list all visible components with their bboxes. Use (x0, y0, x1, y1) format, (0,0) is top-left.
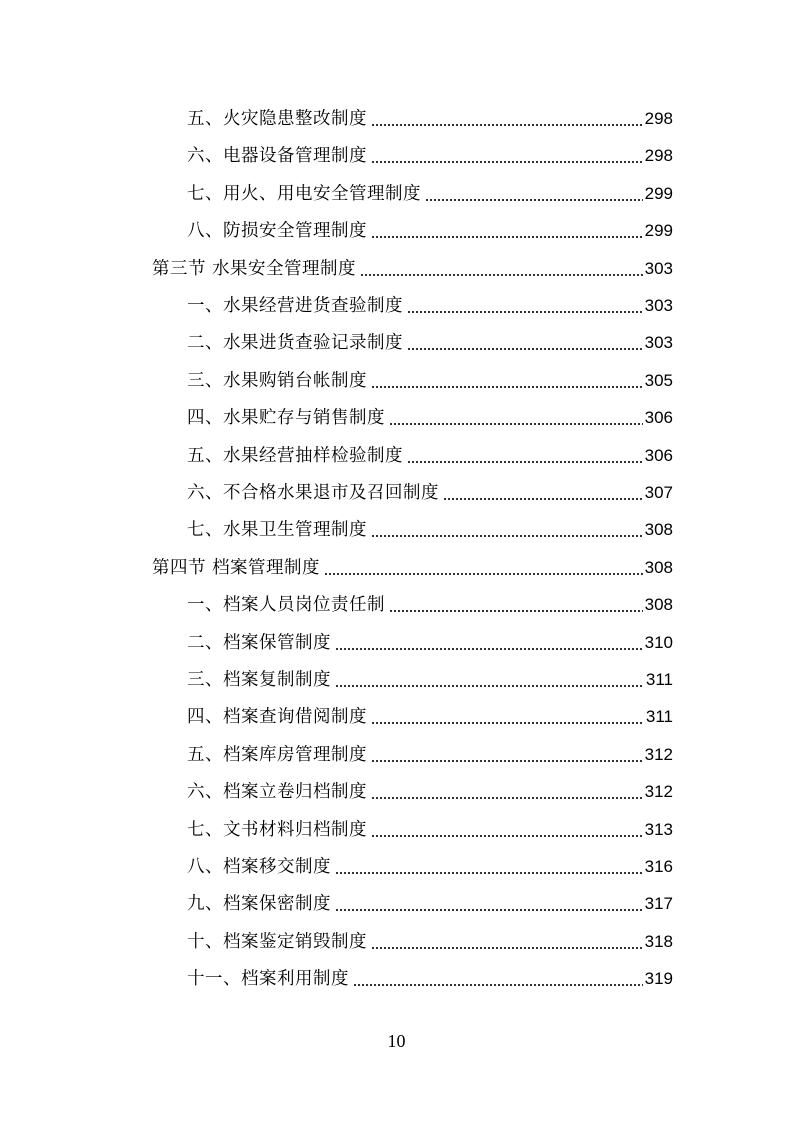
toc-entry[interactable] (187, 439, 673, 467)
toc-dot-leader (407, 348, 643, 350)
toc-entry-page: 303 (644, 258, 673, 278)
toc-entry-title: 四、档案查询借阅制度 (187, 707, 367, 728)
toc-entry-page: 298 (644, 109, 673, 128)
toc-entry-page: 312 (644, 782, 673, 802)
toc-dot-leader (335, 685, 644, 687)
toc-entry-title: 三、水果购销台帐制度 (187, 370, 367, 391)
toc-entry[interactable] (187, 139, 673, 167)
toc-entry-page: 311 (645, 707, 673, 727)
toc-entry[interactable] (187, 401, 673, 429)
toc-dot-leader (389, 423, 643, 425)
toc-entry[interactable] (187, 738, 673, 766)
toc-entry[interactable] (187, 513, 673, 541)
toc-entry[interactable] (187, 214, 673, 242)
toc-entry-page: 306 (644, 445, 673, 465)
toc-entry[interactable] (187, 588, 673, 616)
toc-dot-leader (389, 610, 643, 612)
toc-entry-page: 299 (644, 183, 673, 203)
toc-dot-leader (335, 648, 643, 650)
page-number: 10 (387, 1031, 406, 1051)
toc-dot-leader (425, 199, 643, 201)
toc-entry[interactable] (187, 850, 673, 878)
toc-entry-title: 三、档案复制制度 (187, 670, 331, 690)
toc-entry-page: 303 (644, 333, 673, 353)
toc-dot-leader (407, 461, 643, 463)
toc-dot-leader (324, 573, 643, 575)
toc-entry[interactable] (187, 813, 673, 841)
toc-dot-leader (371, 947, 643, 949)
toc-entry-page: 308 (644, 520, 673, 540)
toc-entry-page: 316 (644, 857, 673, 876)
toc-entry-page: 311 (645, 670, 673, 689)
toc-dot-leader (371, 161, 643, 163)
toc-dot-leader (407, 311, 643, 313)
toc-entry-title: 八、防损安全管理制度 (187, 221, 367, 242)
toc-entry[interactable] (187, 775, 673, 803)
toc-dot-leader (371, 124, 643, 126)
toc-entry-page: 308 (644, 595, 673, 615)
toc-entry-page: 298 (644, 146, 673, 166)
toc-entry-page: 313 (644, 819, 673, 839)
toc-dot-leader (335, 909, 643, 911)
toc-entry[interactable] (187, 326, 673, 354)
toc-entry-title: 二、水果进货查验记录制度 (187, 333, 403, 354)
toc-entry-title: 五、水果经营抽样检验制度 (187, 445, 403, 466)
toc-entry-page: 299 (644, 221, 673, 241)
toc-entry-page: 303 (644, 296, 673, 315)
toc-entry-page: 318 (644, 931, 673, 951)
toc-entry-title: 五、档案库房管理制度 (187, 744, 367, 765)
toc-entry[interactable] (187, 887, 673, 915)
toc-entry-page: 307 (644, 483, 673, 502)
toc-dot-leader (371, 722, 644, 724)
toc-dot-leader (371, 760, 643, 762)
toc-entry[interactable] (187, 925, 673, 953)
toc-dot-leader (371, 797, 643, 799)
toc-entry[interactable] (187, 177, 673, 205)
toc-dot-leader (371, 386, 643, 388)
toc-entry[interactable] (187, 962, 673, 990)
toc-entry-title: 十、档案鉴定销毁制度 (187, 931, 367, 952)
toc-entry-title: 十一、档案利用制度 (187, 969, 349, 990)
toc-entry-title: 七、用火、用电安全管理制度 (187, 183, 421, 204)
toc-entry-page: 312 (644, 744, 673, 764)
toc-entry-page: 310 (644, 632, 673, 652)
toc-entry[interactable] (187, 626, 673, 654)
toc-entry-page: 306 (644, 408, 673, 428)
toc-section-entry[interactable] (152, 252, 673, 280)
toc-entry[interactable] (187, 476, 673, 504)
toc-entry-title: 六、档案立卷归档制度 (187, 782, 367, 803)
toc-entry-title: 第四节 档案管理制度 (152, 557, 321, 578)
toc-dot-leader (335, 872, 643, 874)
toc-entry-page: 319 (644, 969, 673, 989)
toc-entry[interactable] (187, 289, 673, 317)
toc-entry-title: 一、档案人员岗位责任制 (187, 595, 385, 616)
toc-entry[interactable] (187, 663, 673, 691)
toc-entry[interactable] (187, 102, 673, 130)
toc-entry-title: 七、水果卫生管理制度 (187, 520, 367, 541)
toc-entry-title: 六、不合格水果退市及召回制度 (187, 483, 439, 503)
toc-entry[interactable] (187, 700, 673, 728)
toc-entry-page: 308 (644, 557, 673, 577)
toc-entry-title: 五、火灾隐患整改制度 (187, 109, 367, 129)
toc-entry-title: 七、文书材料归档制度 (187, 819, 367, 840)
toc-dot-leader (371, 535, 643, 537)
toc-dot-leader (360, 274, 643, 276)
toc-entry-title: 九、档案保密制度 (187, 894, 331, 915)
toc-entry-page: 317 (644, 894, 673, 914)
toc-entry[interactable] (187, 364, 673, 392)
toc-dot-leader (371, 835, 643, 837)
toc-entry-page: 305 (644, 370, 673, 390)
toc-entry-title: 二、档案保管制度 (187, 632, 331, 653)
toc-dot-leader (443, 498, 643, 500)
toc-entry-title: 六、电器设备管理制度 (187, 146, 367, 167)
toc-dot-leader (353, 984, 643, 986)
toc-entry-title: 一、水果经营进货查验制度 (187, 296, 403, 316)
toc-section-entry[interactable] (152, 551, 673, 579)
toc-dot-leader (371, 236, 643, 238)
toc-entry-title: 八、档案移交制度 (187, 857, 331, 877)
toc-entry-title: 四、水果贮存与销售制度 (187, 408, 385, 429)
toc-entry-title: 第三节 水果安全管理制度 (152, 258, 357, 279)
